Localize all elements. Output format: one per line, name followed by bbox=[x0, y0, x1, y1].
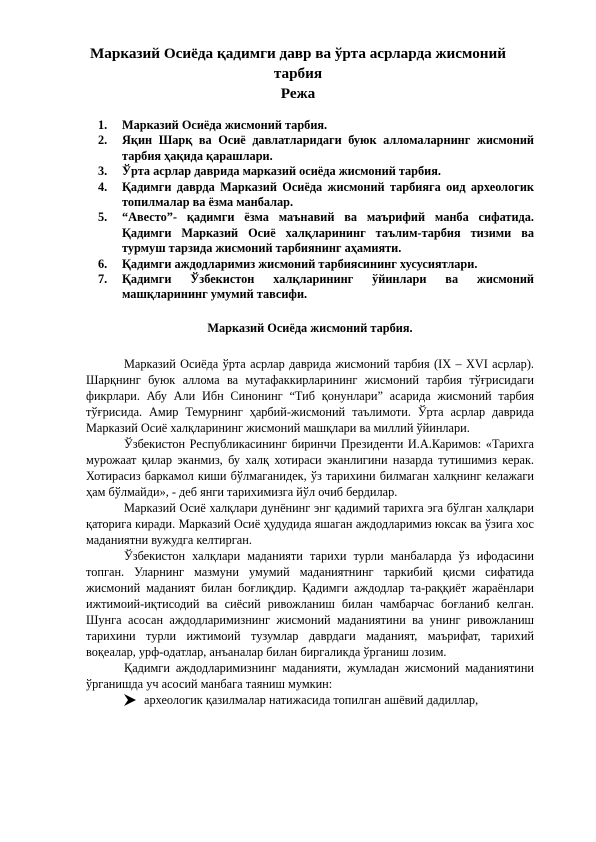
bullet-item bbox=[86, 692, 534, 708]
body-paragraph: Ўзбекистон халқлари маданияти тарихи турли манбаларда ўз ифодасини топган. Уларнинг мазмуни умумий маданиятнинг таркибий қисми сифатида жисмоний маданият билан боғлиқдир. Қадимги аждодлар та-раққиёт жараёнлари ижтимоий-иқтисодий ва сиёсий ривожланиш билан чамбарчас боғланиб келган. Шунга асосан аждодларимизнинг жисмоний маданиятини ва унинг ривожланиш тарихини турли ижтимоий тузумлар даврдаги маданият, маърифат, тарихий воқеалар, урф-одатлар, анъаналар билан биргаликда ўрганиш лозим. bbox=[86, 548, 534, 659]
plan-item bbox=[86, 180, 534, 211]
body-paragraph: Ўзбекистон Республикасининг биринчи Президенти И.А.Каримов: «Тарихга мурожаат қилар эканмиз, бу халқ хотираси эканлигини назарда тутишимиз керак. Хотирасиз баркамол киши бўлмаганидек, ўз тарихини билмаган халқнинг келажаги ҳам бўлмайди», - деб янги тарихимизга йўл очиб бердилар. bbox=[86, 436, 534, 499]
document-title: Марказий Осиёда қадимги давр ва ўрта асрларда жисмоний тарбия bbox=[89, 45, 507, 82]
plan-item bbox=[86, 118, 534, 133]
plan-item bbox=[86, 257, 534, 272]
body-paragraph: Қадимги аждодларимизнинг маданияти, жумладан жисмоний маданиятини ўрганишда уч асосий манбага таяниш мумкин: bbox=[86, 660, 534, 691]
plan-item-number: 2. bbox=[98, 133, 108, 148]
plan-item-number: 3. bbox=[98, 164, 108, 179]
plan-heading: Режа bbox=[280, 85, 316, 102]
plan-item-text: Яқин Шарқ ва Осиё давлатларидаги буюк алломаларнинг жисмоний тарбия ҳақида қарашлари. bbox=[122, 133, 534, 163]
plan-list bbox=[86, 118, 534, 303]
plan-item-text: Қадимги аждодларимиз жисмоний тарбиясининг хусусиятлари. bbox=[122, 256, 478, 271]
plan-item-text: Қадимги Ўзбекистон халқларининг ўйинлари ва жисмоний машқларининг умумий тавсифи. bbox=[122, 272, 534, 302]
plan-item-text: “Авесто”- қадимги ёзма маънавий ва маърифий манба сифатида. Қадимги Марказий Осиё халқларининг таълим-тарбия тизими ва турмуш тарзида жисмоний тарбиянинг аҳамияти. bbox=[122, 210, 534, 256]
body-paragraph: Марказий Осиёда ўрта асрлар даврида жисмоний тарбия (IX – XVI асрлар). Шарқнинг буюк алломa ва мутафаккирларининг жисмоний тарбия тўғрисидаги фикрлари. Абу Али Ибн Синонинг “Тиб қонунлари” асарида жисмоний тарбия тўғрисида. Амир Темурнинг ҳарбий-жисмоний таълимоти. Ўрта асрлар даврида Марказий Осиё халқларининг жисмоний машқлари ва миллий ўйинлари. bbox=[86, 356, 534, 435]
arrowhead-bullet-icon bbox=[124, 694, 136, 706]
section-heading: Марказий Осиёда жисмоний тарбия. bbox=[207, 320, 413, 335]
plan-item bbox=[86, 164, 534, 179]
plan-item-number: 4. bbox=[98, 179, 108, 194]
plan-item bbox=[86, 210, 534, 256]
body-paragraph: Марказий Осиё халқлари дунёнинг энг қадимий тарихга эга бўлган халқлари қаторига киради. Марказий Осиё ҳудудида яшаган аждодларимиз юксак ва ўзига хос маданиятни вужудга келтирган. bbox=[86, 500, 534, 547]
plan-item-text: Ўрта асрлар даврида марказий осиёда жисмоний тарбия. bbox=[122, 164, 441, 179]
plan-item-text: Марказий Осиёда жисмоний тарбия. bbox=[122, 118, 328, 132]
bullet-list bbox=[86, 692, 534, 708]
bullet-item-text: археологик қазилмалар натижасида топилган ашёвий дадиллар, bbox=[144, 692, 479, 707]
plan-item bbox=[86, 272, 534, 303]
plan-item-text: Қадимги даврда Марказий Осиёда жисмоний тарбияга оид археологик топилмалар ва ёзма манбалар. bbox=[122, 179, 534, 210]
plan-item bbox=[86, 133, 534, 164]
plan-item-number: 6. bbox=[98, 256, 108, 271]
plan-item-number: 1. bbox=[98, 118, 108, 132]
plan-item-number: 7. bbox=[98, 272, 108, 287]
plan-item-number: 5. bbox=[98, 210, 108, 225]
